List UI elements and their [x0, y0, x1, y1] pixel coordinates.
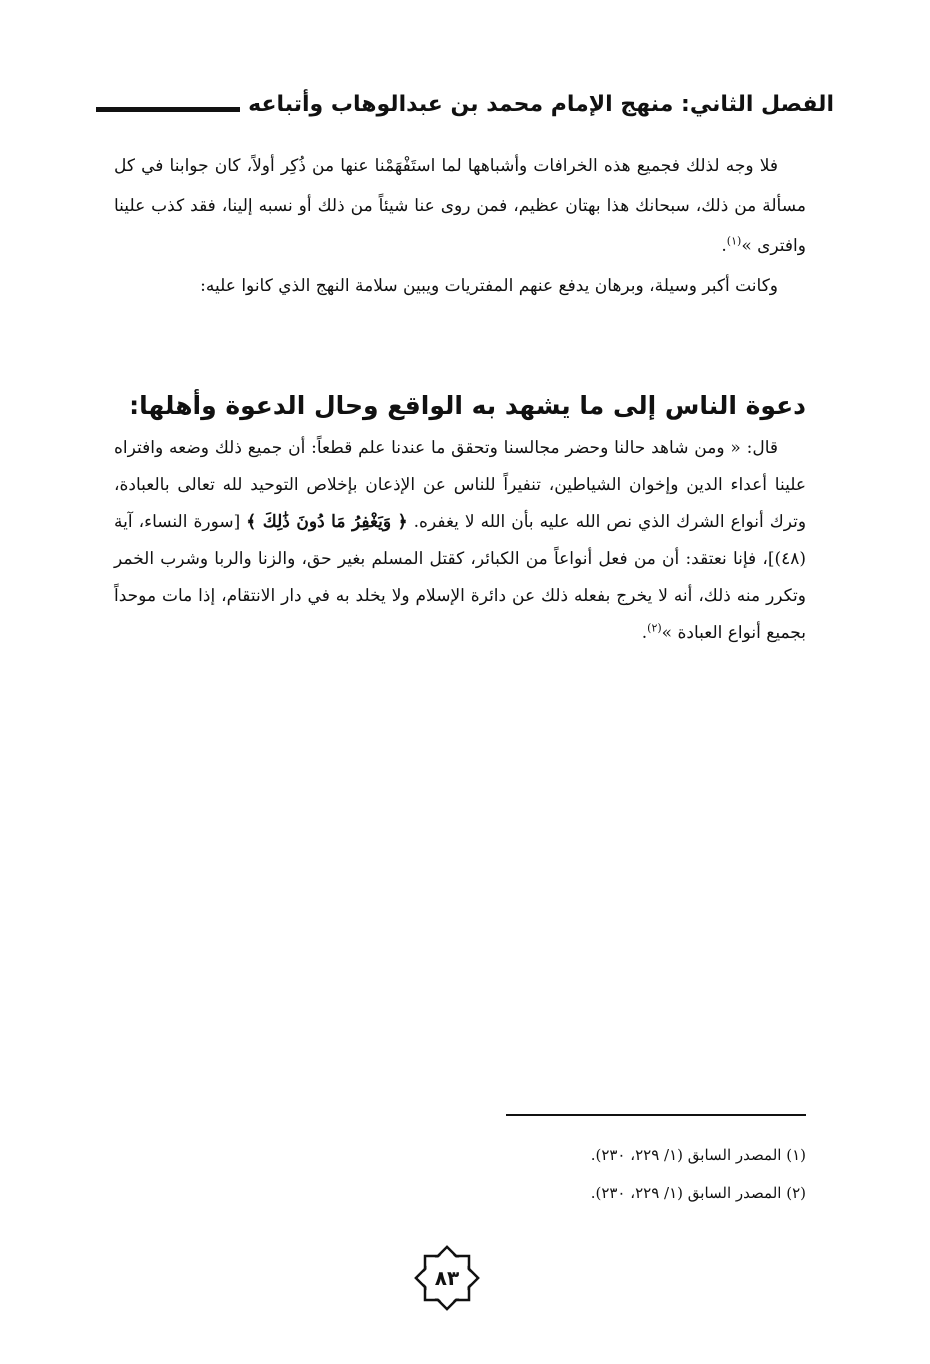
footnote: (١) المصدر السابق (١/ ٢٢٩، ٢٣٠).: [590, 1146, 806, 1164]
quote-text: [سورة النساء، آية (٤٨)]، فإنا نعتقد: أن من فعل أنواعاً من الكبائر، كقتل المسلم بغير حق، والزنا والربا وشرب الخمر وتكرر منه ذلك، أنه لا يخرج بفعله ذلك عن دائرة الإسلام ولا يخلد به في دار الانتقام، إذا مات موحداً بجميع أنواع العبادة »: [114, 512, 806, 643]
footnote-divider: [506, 1114, 806, 1116]
footnote-ref: (٢): [647, 621, 662, 635]
quote-block: [114, 430, 806, 652]
paragraph: وكانت أكبر وسيلة، وبرهان يدفع عنهم المفتريات ويبين سلامة النهج الذي كانوا عليه:: [200, 276, 778, 296]
paragraph-text: فلا وجه لذلك فجميع هذه الخرافات وأشباهها لما استَفْهَمْنا عنها من ذُكِر أولاً، كان جوابنا في كل مسألة من ذلك، سبحانك هذا بهتان عظيم، فمن روى عنا شيئاً من ذلك أو نسبه إلينا، فقد كذب علينا وافترى »: [114, 156, 806, 256]
paragraph: فلا وجه لذلك فجميع هذه الخرافات وأشباهها لما استَفْهَمْنا عنها من ذُكِر أولاً، كان جوابنا في كل مسألة من ذلك، سبحانك هذا بهتان عظيم، فمن روى عنا شيئاً من ذلك أو نسبه إلينا، فقد كذب علينا وافترى »$^{(١)}$.: [114, 156, 806, 256]
header-rule: [96, 107, 240, 112]
chapter-title: الفصل الثاني: منهج الإمام محمد بن عبدالوهاب وأتباعه: [248, 92, 834, 117]
page-number: ٨٣: [434, 1266, 460, 1290]
footnote-ref: (١): [726, 234, 742, 248]
section-heading: دعوة الناس إلى ما يشهد به الواقع وحال الدعوة وأهلها:: [129, 391, 806, 420]
quran-verse: ﴿ وَيَغْفِرُ مَا دُونَ ذَٰلِكَ ﴾: [246, 512, 408, 532]
footnote: (٢) المصدر السابق (١/ ٢٢٩، ٢٣٠).: [590, 1184, 806, 1202]
page-number-badge: [409, 1240, 485, 1316]
body-text: [114, 146, 806, 306]
quote-text: قال: « ومن شاهد حالنا وحضر مجالسنا وتحقق ما عندنا علم قطعاً: أن جميع ذلك وضعه وافتراه علينا أعداء الدين وإخوان الشياطين، تنفيراً للناس عن الإذعان بإخلاص التوحيد لله تعالى بالعبادة، وترك أنواع الشرك الذي نص الله عليه بأن الله لا يغفره.: [114, 438, 807, 532]
running-header: [96, 76, 834, 116]
footnotes: [114, 1136, 806, 1212]
paragraph: قال: « ومن شاهد حالنا وحضر مجالسنا وتحقق ما عندنا علم قطعاً: أن جميع ذلك وضعه وافتراه علينا أعداء الدين وإخوان الشياطين، تنفيراً للناس عن الإذعان بإخلاص التوحيد لله تعالى بالعبادة، وترك أنواع الشرك الذي نص الله عليه بأن الله لا يغفره. ﴿ وَيَغْفِرُ مَا دُونَ ذَٰلِكَ ﴾ [سورة النساء، آية (٤٨)]، فإنا نعتقد: أن من فعل أنواعاً من الكبائر، كقتل المسلم بغير حق، والزنا والربا وشرب الخمر وتكرر منه ذلك، أنه لا يخرج بفعله ذلك عن دائرة الإسلام ولا يخلد به في دار الانتقام، إذا مات موحداً بجميع أنواع العبادة »$^{(٢)}$.: [114, 438, 807, 643]
